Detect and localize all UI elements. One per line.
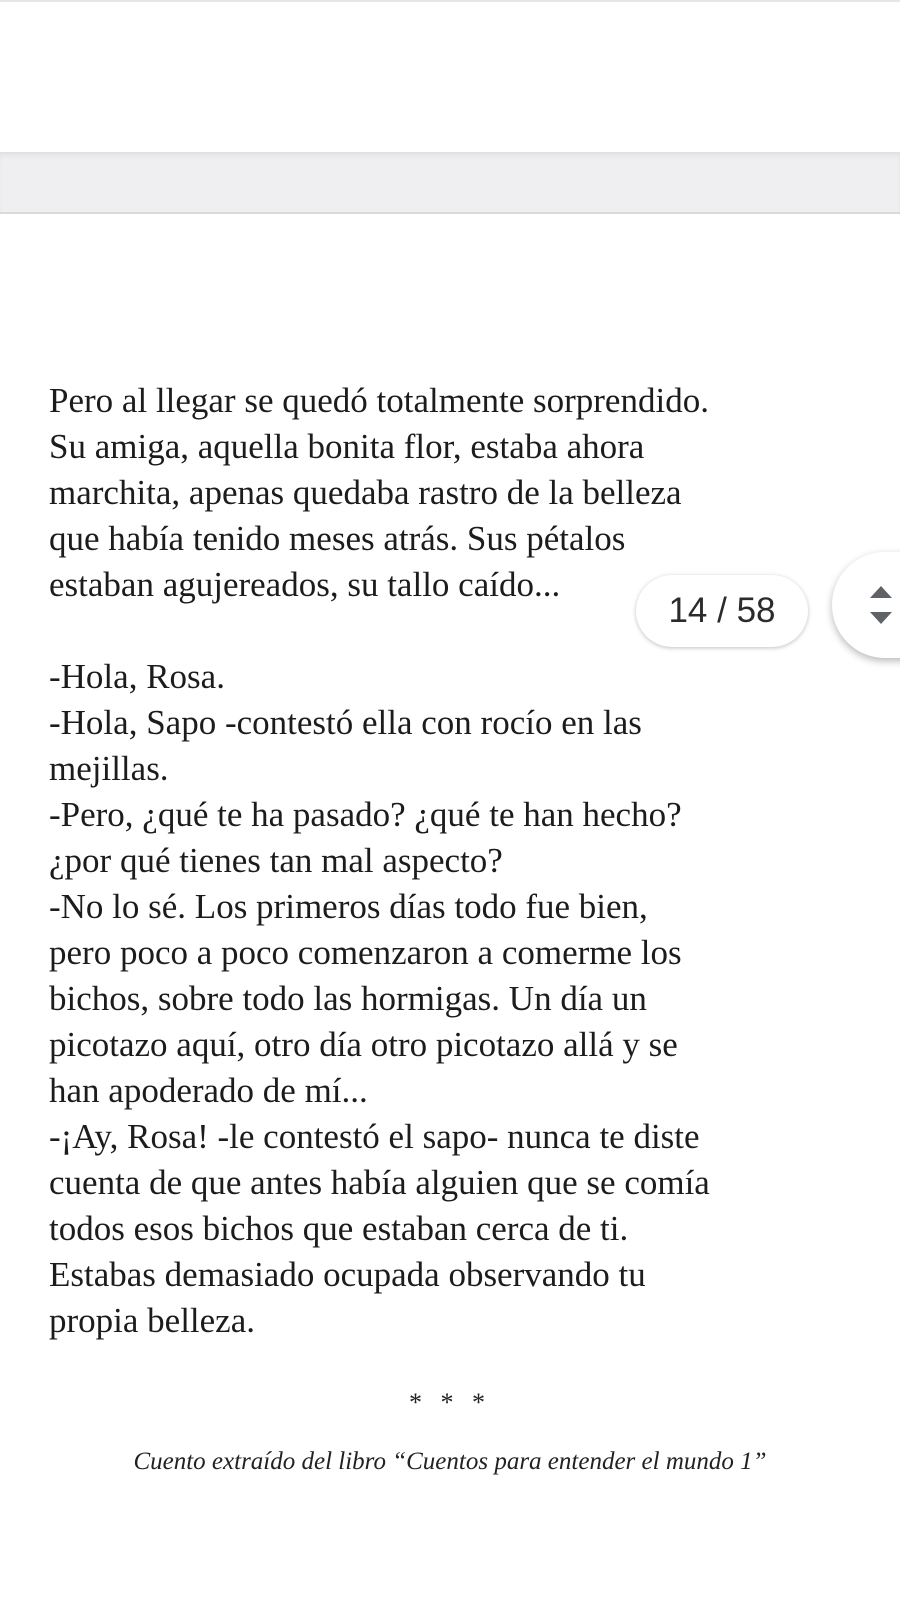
text-line: Pero al llegar se quedó totalmente sorprendido.	[49, 381, 709, 420]
text-line: picotazo aquí, otro día otro picotazo allá y se	[49, 1025, 678, 1064]
fast-scroll-handle[interactable]	[832, 552, 900, 658]
text-line: ¿por qué tienes tan mal aspecto?	[49, 841, 503, 880]
text-line: estaban agujereados, su tallo caído...	[49, 565, 561, 604]
page-separator-gap	[0, 152, 900, 214]
page-indicator	[636, 575, 808, 647]
text-line: propia belleza.	[49, 1301, 256, 1340]
text-line: -Hola, Sapo -contestó ella con rocío en las	[49, 703, 642, 742]
text-line: Su amiga, aquella bonita flor, estaba ahora	[49, 427, 645, 466]
page-body-text	[49, 378, 829, 1344]
text-line: mejillas.	[49, 749, 169, 788]
page-indicator-label: 14 / 58	[668, 591, 776, 630]
text-line: han apoderado de mí...	[49, 1071, 368, 1110]
text-line: -¡Ay, Rosa! -le contestó el sapo- nunca te diste	[49, 1117, 700, 1156]
text-line: -No lo sé. Los primeros días todo fue bien,	[49, 887, 648, 926]
text-line: que había tenido meses atrás. Sus pétalos	[49, 519, 626, 558]
text-line: bichos, sobre todo las hormigas. Un día un	[49, 979, 647, 1018]
arrow-up-icon	[870, 586, 892, 598]
text-line: pero poco a poco comenzaron a comerme los	[49, 933, 682, 972]
text-line: Estabas demasiado ocupada observando tu	[49, 1255, 646, 1294]
arrow-down-icon	[870, 612, 892, 624]
section-separator: * * *	[409, 1388, 491, 1417]
text-line: -Pero, ¿qué te ha pasado? ¿qué te han hecho?	[49, 795, 682, 834]
text-line: cuenta de que antes había alguien que se comía	[49, 1163, 710, 1202]
text-line: marchita, apenas quedaba rastro de la belleza	[49, 473, 682, 512]
text-line: todos esos bichos que estaban cerca de ti.	[49, 1209, 629, 1248]
text-line: -Hola, Rosa.	[49, 657, 225, 696]
top-page-edge	[0, 0, 900, 2]
source-credit: Cuento extraído del libro “Cuentos para entender el mundo 1”	[133, 1448, 767, 1475]
